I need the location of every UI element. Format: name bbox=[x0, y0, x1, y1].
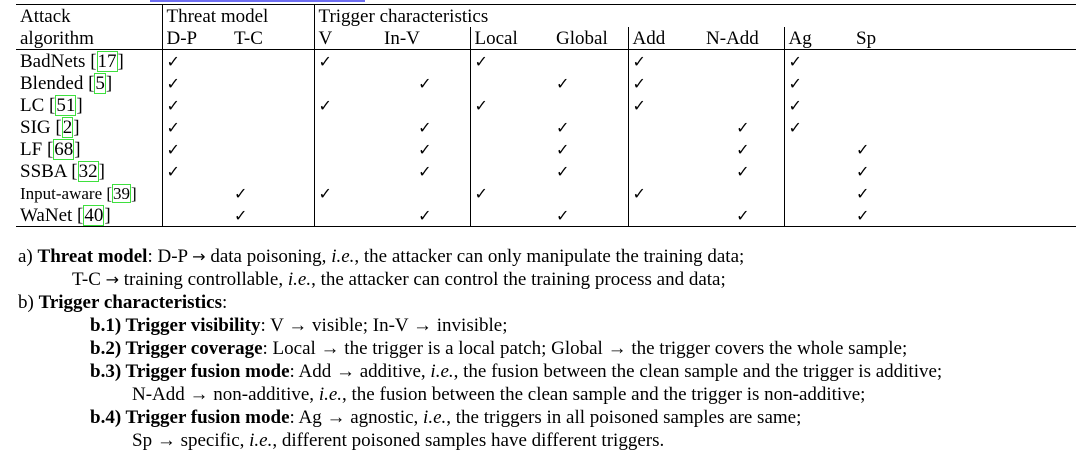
arrow-icon: → bbox=[105, 270, 120, 289]
header-col-v: V bbox=[318, 27, 333, 49]
check-cell bbox=[852, 72, 1076, 94]
check-cell bbox=[380, 204, 470, 227]
check-cell bbox=[784, 160, 852, 182]
header-col-ag: Ag bbox=[788, 27, 812, 49]
check-cell bbox=[784, 204, 852, 227]
check-cell bbox=[702, 138, 784, 160]
check-cell bbox=[702, 72, 784, 94]
checkmark-icon: ✓ bbox=[788, 73, 802, 93]
note-ie: i.e. bbox=[423, 407, 447, 428]
check-cell bbox=[784, 116, 852, 138]
checkmark-icon: ✓ bbox=[856, 161, 870, 181]
header-algorithm: algorithm bbox=[16, 27, 162, 50]
check-cell bbox=[852, 182, 1076, 204]
attack-name: WaNet bbox=[20, 204, 73, 226]
check-cell bbox=[628, 182, 702, 204]
check-cell bbox=[380, 116, 470, 138]
attack-name: Input-aware bbox=[20, 183, 103, 203]
note-ie: i.e. bbox=[287, 269, 312, 290]
check-cell bbox=[162, 94, 230, 116]
check-cell bbox=[784, 138, 852, 160]
attack-comparison-table bbox=[16, 4, 1076, 227]
check-cell bbox=[230, 50, 314, 73]
check-cell bbox=[702, 160, 784, 182]
checkmark-icon: ✓ bbox=[788, 51, 802, 71]
check-cell bbox=[380, 160, 470, 182]
check-cell bbox=[470, 50, 552, 73]
checkmark-icon: ✓ bbox=[166, 161, 180, 181]
citation-link[interactable]: 2 bbox=[62, 116, 73, 138]
checkmark-icon: ✓ bbox=[632, 51, 646, 71]
note-a-label: a) bbox=[18, 246, 38, 267]
header-col-sp: Sp bbox=[856, 27, 877, 49]
table-notes bbox=[18, 245, 1078, 452]
note-a-text2: data poisoning, bbox=[205, 246, 332, 267]
header-attack: Attack bbox=[16, 5, 162, 28]
checkmark-icon: ✓ bbox=[474, 51, 488, 71]
citation-link[interactable]: 17 bbox=[97, 50, 117, 72]
check-cell bbox=[552, 50, 628, 73]
table-row bbox=[16, 160, 1076, 182]
check-cell bbox=[314, 116, 380, 138]
check-cell bbox=[314, 138, 380, 160]
check-cell bbox=[314, 94, 380, 116]
checkmark-icon: ✓ bbox=[418, 161, 432, 181]
header-col-inv: In-V bbox=[380, 27, 470, 50]
table-row bbox=[16, 138, 1076, 160]
check-cell bbox=[552, 182, 628, 204]
check-cell bbox=[380, 72, 470, 94]
citation-link[interactable]: 68 bbox=[54, 138, 74, 160]
check-cell bbox=[784, 72, 852, 94]
check-cell bbox=[784, 182, 852, 204]
note-a2-text1: T-C bbox=[72, 269, 106, 290]
table-row bbox=[16, 204, 1076, 227]
table-body bbox=[16, 50, 1076, 227]
attack-name: BadNets bbox=[20, 50, 86, 72]
check-cell bbox=[314, 204, 380, 227]
checkmark-icon: ✓ bbox=[632, 183, 646, 203]
note-b4b bbox=[18, 429, 1078, 452]
note-b-title: Trigger characteristics bbox=[38, 292, 222, 313]
checkmark-icon: ✓ bbox=[856, 205, 870, 225]
checkmark-icon: ✓ bbox=[856, 139, 870, 159]
checkmark-icon: ✓ bbox=[736, 117, 750, 137]
note-b4b-text2: , different poisoned samples have different triggers. bbox=[272, 430, 665, 451]
header-col-global: Global bbox=[552, 27, 628, 50]
note-a-title: Threat model bbox=[37, 246, 148, 267]
note-a-text1: : D-P bbox=[147, 246, 193, 267]
checkmark-icon: ✓ bbox=[418, 139, 432, 159]
note-ie: i.e. bbox=[430, 361, 454, 382]
note-a-text3: , the attacker can only manipulate the training data; bbox=[354, 246, 745, 267]
check-cell bbox=[380, 94, 470, 116]
check-cell bbox=[552, 116, 628, 138]
check-cell bbox=[380, 138, 470, 160]
check-cell bbox=[230, 94, 314, 116]
note-b4-title: b.4) Trigger fusion mode bbox=[90, 407, 290, 428]
table-row bbox=[16, 116, 1076, 138]
check-cell bbox=[784, 94, 852, 116]
check-cell bbox=[852, 138, 1076, 160]
check-cell bbox=[470, 160, 552, 182]
check-cell bbox=[162, 182, 230, 204]
note-b2-title: b.2) Trigger coverage bbox=[90, 338, 263, 359]
check-cell bbox=[162, 116, 230, 138]
check-cell bbox=[552, 72, 628, 94]
attack-name-cell: BadNets [17] bbox=[16, 50, 162, 73]
check-cell bbox=[702, 50, 784, 73]
checkmark-icon: ✓ bbox=[418, 117, 432, 137]
note-b1-text: : V → visible; In-V → invisible; bbox=[260, 315, 508, 336]
note-b bbox=[18, 291, 1078, 314]
note-ie: i.e. bbox=[318, 384, 343, 405]
checkmark-icon: ✓ bbox=[318, 95, 332, 115]
checkmark-icon: ✓ bbox=[234, 205, 248, 225]
check-cell bbox=[852, 50, 1076, 73]
check-cell bbox=[628, 204, 702, 227]
note-b3 bbox=[18, 360, 1078, 383]
note-a2 bbox=[18, 268, 1078, 291]
header-col-dp: D-P bbox=[166, 27, 198, 49]
note-ie: i.e. bbox=[249, 430, 273, 451]
check-cell bbox=[552, 94, 628, 116]
attack-name-cell: SIG [2] bbox=[16, 116, 162, 138]
check-cell bbox=[628, 116, 702, 138]
note-b4 bbox=[18, 406, 1078, 429]
checkmark-icon: ✓ bbox=[556, 205, 570, 225]
note-b3b bbox=[18, 383, 1078, 406]
checkmark-icon: ✓ bbox=[556, 73, 570, 93]
check-cell bbox=[628, 138, 702, 160]
check-cell bbox=[852, 116, 1076, 138]
checkmark-icon: ✓ bbox=[474, 95, 488, 115]
check-cell bbox=[852, 204, 1076, 227]
table-row bbox=[16, 72, 1076, 94]
checkmark-icon: ✓ bbox=[632, 73, 646, 93]
checkmark-icon: ✓ bbox=[166, 139, 180, 159]
checkmark-icon: ✓ bbox=[788, 95, 802, 115]
check-cell bbox=[552, 160, 628, 182]
check-cell bbox=[314, 182, 380, 204]
check-cell bbox=[702, 204, 784, 227]
check-cell bbox=[230, 160, 314, 182]
checkmark-icon: ✓ bbox=[166, 117, 180, 137]
check-cell bbox=[162, 204, 230, 227]
check-cell bbox=[314, 50, 380, 73]
note-b1-title: b.1) Trigger visibility bbox=[90, 315, 261, 336]
note-b3b-text2: , the fusion between the clean sample and the trigger is non-additive; bbox=[342, 384, 866, 405]
note-b4b-text1: Sp → specific, bbox=[132, 430, 250, 451]
attack-name-cell: LC [51] bbox=[16, 94, 162, 116]
check-cell bbox=[380, 50, 470, 73]
note-b2 bbox=[18, 337, 1078, 360]
check-cell bbox=[628, 72, 702, 94]
note-b-colon: : bbox=[222, 292, 228, 313]
header-col-local: Local bbox=[474, 27, 518, 49]
checkmark-icon: ✓ bbox=[736, 161, 750, 181]
checkmark-icon: ✓ bbox=[166, 95, 180, 115]
checkmark-icon: ✓ bbox=[856, 183, 870, 203]
check-cell bbox=[628, 50, 702, 73]
attack-name: LF bbox=[20, 138, 43, 160]
attack-name-cell: Blended [5] bbox=[16, 72, 162, 94]
attack-name: SSBA bbox=[20, 160, 67, 182]
table-row bbox=[16, 50, 1076, 73]
check-cell bbox=[470, 116, 552, 138]
checkmark-icon: ✓ bbox=[474, 183, 488, 203]
note-b3-title: b.3) Trigger fusion mode bbox=[90, 361, 290, 382]
attack-name: SIG bbox=[20, 116, 51, 138]
note-b2-text: : Local → the trigger is a local patch; Global → the trigger covers the whole sample; bbox=[262, 338, 908, 359]
header-threat-model: Threat model bbox=[162, 5, 314, 28]
check-cell bbox=[628, 160, 702, 182]
check-cell bbox=[470, 138, 552, 160]
attack-name: Blended bbox=[20, 72, 84, 94]
check-cell bbox=[380, 182, 470, 204]
header-col-nadd: N-Add bbox=[702, 27, 784, 50]
citation-link[interactable]: 40 bbox=[84, 204, 104, 226]
top-clipped-strip bbox=[0, 0, 1080, 3]
note-b3b-text1: N-Add → non-additive, bbox=[132, 384, 319, 405]
check-cell bbox=[702, 116, 784, 138]
checkmark-icon: ✓ bbox=[556, 117, 570, 137]
checkmark-icon: ✓ bbox=[318, 51, 332, 71]
check-cell bbox=[852, 94, 1076, 116]
header-trigger-characteristics: Trigger characteristics bbox=[318, 5, 489, 27]
attack-name-cell: LF [68] bbox=[16, 138, 162, 160]
checkmark-icon: ✓ bbox=[234, 183, 248, 203]
note-a2-text2: training controllable, bbox=[119, 269, 288, 290]
check-cell bbox=[470, 94, 552, 116]
note-a2-text3: , the attacker can control the training process and data; bbox=[311, 269, 726, 290]
checkmark-icon: ✓ bbox=[318, 183, 332, 203]
header-col-tc: T-C bbox=[230, 27, 314, 50]
checkmark-icon: ✓ bbox=[418, 205, 432, 225]
check-cell bbox=[230, 204, 314, 227]
checkmark-icon: ✓ bbox=[556, 139, 570, 159]
check-cell bbox=[314, 160, 380, 182]
check-cell bbox=[230, 138, 314, 160]
note-b3-text1: : Add → additive, bbox=[289, 361, 431, 382]
attack-name-cell: Input-aware [39] bbox=[16, 182, 162, 204]
citation-link[interactable]: 5 bbox=[95, 72, 105, 94]
check-cell bbox=[314, 72, 380, 94]
attack-name: LC bbox=[20, 94, 45, 116]
check-cell bbox=[162, 50, 230, 73]
arrow-icon: → bbox=[192, 247, 206, 266]
checkmark-icon: ✓ bbox=[166, 51, 180, 71]
table-row bbox=[16, 94, 1076, 116]
note-b4-text2: , the triggers in all poisoned samples are same; bbox=[446, 407, 802, 428]
attack-name-cell: WaNet [40] bbox=[16, 204, 162, 227]
checkmark-icon: ✓ bbox=[556, 161, 570, 181]
note-b4-text1: : Ag → agnostic, bbox=[289, 407, 424, 428]
check-cell bbox=[470, 182, 552, 204]
checkmark-icon: ✓ bbox=[418, 73, 432, 93]
check-cell bbox=[628, 94, 702, 116]
check-cell bbox=[162, 72, 230, 94]
attack-name-cell: SSBA [32] bbox=[16, 160, 162, 182]
citation-link[interactable]: 32 bbox=[78, 160, 98, 182]
header-col-add: Add bbox=[632, 27, 666, 49]
note-b-label: b) bbox=[18, 292, 39, 313]
check-cell bbox=[552, 204, 628, 227]
checkmark-icon: ✓ bbox=[632, 95, 646, 115]
check-cell bbox=[552, 138, 628, 160]
check-cell bbox=[470, 204, 552, 227]
citation-link[interactable]: 51 bbox=[56, 94, 76, 116]
checkmark-icon: ✓ bbox=[788, 117, 802, 137]
check-cell bbox=[702, 94, 784, 116]
check-cell bbox=[230, 72, 314, 94]
note-b3-text2: , the fusion between the clean sample and the trigger is additive; bbox=[453, 361, 943, 382]
check-cell bbox=[702, 182, 784, 204]
check-cell bbox=[230, 116, 314, 138]
note-a bbox=[18, 245, 1078, 268]
citation-link[interactable]: 39 bbox=[113, 183, 131, 203]
check-cell bbox=[470, 72, 552, 94]
check-cell bbox=[784, 50, 852, 73]
note-b1 bbox=[18, 314, 1078, 337]
check-cell bbox=[230, 182, 314, 204]
check-cell bbox=[162, 160, 230, 182]
checkmark-icon: ✓ bbox=[166, 73, 180, 93]
clipped-link-text bbox=[150, 0, 365, 2]
checkmark-icon: ✓ bbox=[736, 139, 750, 159]
note-ie: i.e. bbox=[331, 246, 355, 267]
check-cell bbox=[162, 138, 230, 160]
table-row bbox=[16, 182, 1076, 204]
checkmark-icon: ✓ bbox=[736, 205, 750, 225]
check-cell bbox=[852, 160, 1076, 182]
